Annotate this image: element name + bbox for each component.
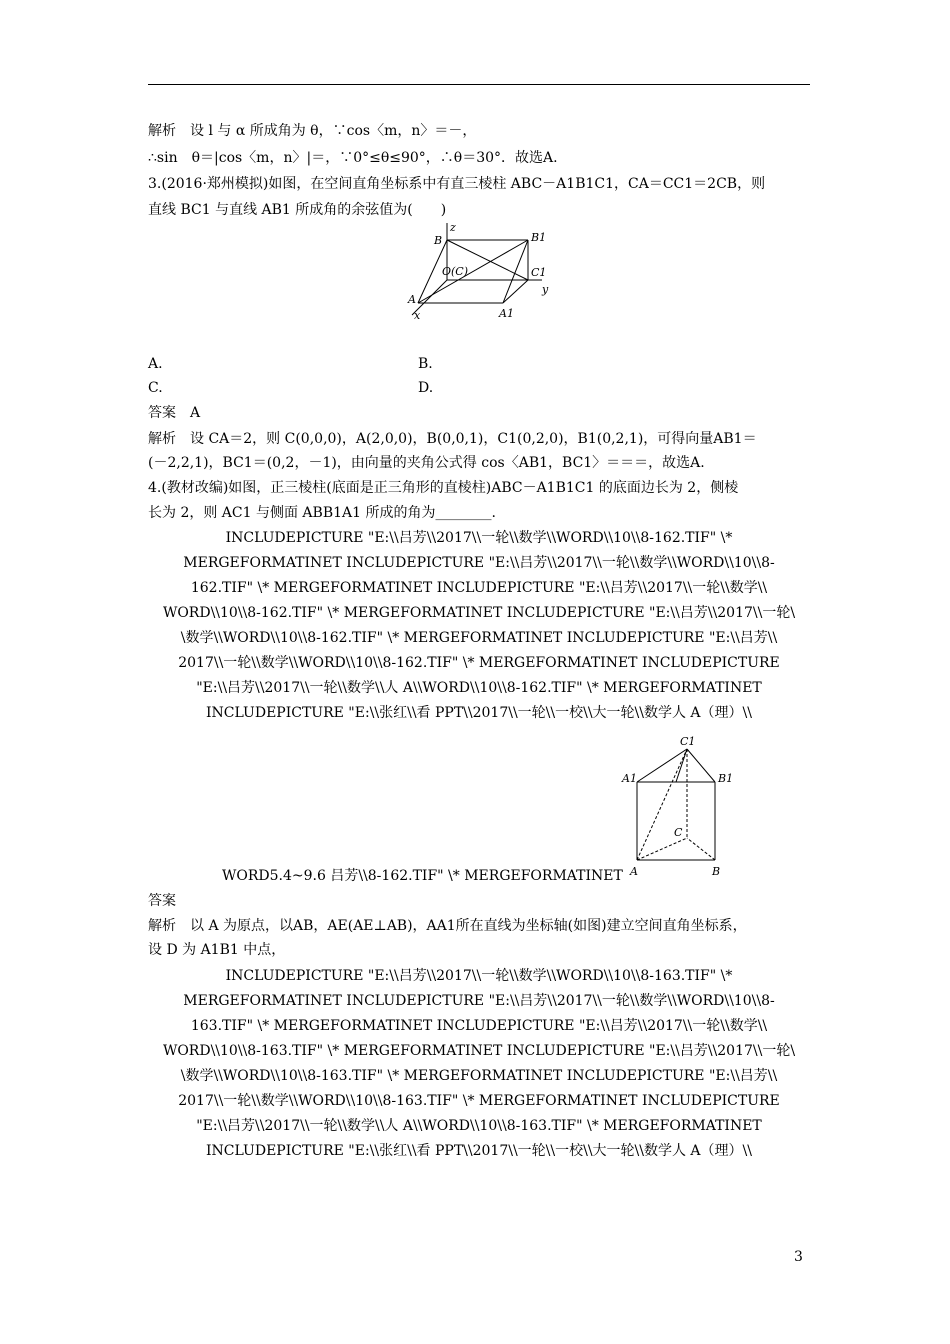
- option-a: A.: [148, 356, 163, 372]
- solution-3-line: 解析 设 CA＝2，则 C(0,0,0)，A(2,0,0)，B(0,0,1)，C1(0,2,0)，B1(0,2,1)，可得向量AB1＝: [148, 431, 757, 447]
- field-code-line: \数学\\WORD\\10\\8-163.TIF" \* MERGEFORMATINET INCLUDEPICTURE "E:\\吕芳\\: [180, 1068, 778, 1084]
- label-O: O(C): [442, 265, 469, 278]
- label-B1: B1: [718, 772, 734, 785]
- edge-BC: [687, 838, 715, 860]
- label-C1: C1: [531, 266, 547, 279]
- field-code-line: MERGEFORMATINET INCLUDEPICTURE "E:\\吕芳\\2017\\一轮\\数学\\WORD\\10\\8-: [183, 993, 775, 1009]
- field-code-line: 2017\\一轮\\数学\\WORD\\10\\8-162.TIF" \* MERGEFORMATINET INCLUDEPICTURE: [178, 655, 780, 671]
- field-code-line: MERGEFORMATINET INCLUDEPICTURE "E:\\吕芳\\2017\\一轮\\数学\\WORD\\10\\8-: [183, 555, 775, 571]
- label-A1: A1: [622, 772, 637, 785]
- field-code-line: 162.TIF" \* MERGEFORMATINET INCLUDEPICTURE "E:\\吕芳\\2017\\一轮\\数学\\: [190, 580, 768, 596]
- field-code-line: WORD\\10\\8-163.TIF" \* MERGEFORMATINET INCLUDEPICTURE "E:\\吕芳\\2017\\一轮\: [162, 1043, 796, 1059]
- field-code-line: WORD\\10\\8-162.TIF" \* MERGEFORMATINET INCLUDEPICTURE "E:\\吕芳\\2017\\一轮\: [162, 605, 796, 621]
- segment-DC1: [676, 749, 687, 782]
- edge-B1A1: [503, 240, 528, 303]
- label-C: C: [674, 826, 683, 839]
- label-y: y: [542, 283, 549, 296]
- edge-B1C1: [687, 749, 715, 782]
- field-code-line: 163.TIF" \* MERGEFORMATINET INCLUDEPICTURE "E:\\吕芳\\2017\\一轮\\数学\\: [190, 1018, 768, 1034]
- field-code-line: INCLUDEPICTURE "E:\\吕芳\\2017\\一轮\\数学\\WORD\\10\\8-162.TIF" \*: [225, 530, 733, 546]
- label-x: x: [414, 309, 421, 322]
- field-code-line: "E:\\吕芳\\2017\\一轮\\数学\\人 A\\WORD\\10\\8-162.TIF" \* MERGEFORMATINET: [196, 680, 762, 696]
- field-code-line: INCLUDEPICTURE "E:\\张红\\看 PPT\\2017\\一轮\\一校\\大一轮\\数学人 A（理）\\: [206, 705, 752, 721]
- prism-figure-4: [620, 732, 735, 880]
- solution-4-line: 解析 以 A 为原点，以AB，AE(AE⊥AB)，AA1所在直线为坐标轴(如图)建立空间直角坐标系，: [148, 918, 747, 934]
- solution-4-line: 设 D 为 A1B1 中点，: [148, 942, 286, 958]
- solution-3-line: (－2,2,1)，BC1＝(0,2，－1)，由向量的夹角公式得 cos〈AB1，BC1〉＝＝＝，故选A.: [148, 455, 705, 471]
- question-3-line: 直线 BC1 与直线 AB1 所成角的余弦值为( ): [148, 202, 447, 218]
- label-z: z: [450, 221, 456, 234]
- header-rule: [148, 84, 810, 85]
- edge-A1C1: [503, 280, 528, 303]
- option-c: C.: [148, 380, 163, 396]
- edge-AC: [637, 838, 687, 860]
- answer-3: 答案 A: [148, 405, 201, 421]
- field-code-line: \数学\\WORD\\10\\8-162.TIF" \* MERGEFORMATINET INCLUDEPICTURE "E:\\吕芳\\: [180, 630, 778, 646]
- question-4-line: 长为 2，则 AC1 与侧面 ABB1A1 所成的角为________.: [148, 505, 496, 521]
- option-d: D.: [418, 380, 434, 396]
- question-4-line: 4.(教材改编)如图，正三棱柱(底面是正三角形的直棱柱)ABC－A1B1C1 的底面边长为 2，侧棱: [148, 480, 739, 496]
- field-code-line: "E:\\吕芳\\2017\\一轮\\数学\\人 A\\WORD\\10\\8-163.TIF" \* MERGEFORMATINET: [196, 1118, 762, 1134]
- label-B: B: [434, 234, 443, 247]
- label-B1: B1: [531, 231, 547, 244]
- prism-figure-3: [400, 220, 560, 325]
- field-code-line: INCLUDEPICTURE "E:\\吕芳\\2017\\一轮\\数学\\WORD\\10\\8-163.TIF" \*: [225, 968, 733, 984]
- label-C1: C1: [680, 735, 696, 748]
- question-3-line: 3.(2016·郑州模拟)如图，在空间直角坐标系中有直三棱柱 ABC－A1B1C1，CA＝CC1＝2CB，则: [148, 176, 766, 192]
- solution-line: ∴sin θ＝|cos〈m，n〉|＝，∵0°≤θ≤90°，∴θ＝30°．故选A.: [148, 150, 558, 166]
- label-A: A: [408, 293, 416, 306]
- option-b: B.: [418, 356, 433, 372]
- label-A1: A1: [499, 307, 514, 320]
- answer-4: 答案: [148, 893, 176, 909]
- field-code-line: INCLUDEPICTURE "E:\\张红\\看 PPT\\2017\\一轮\\一校\\大一轮\\数学人 A（理）\\: [206, 1143, 752, 1159]
- edge-A1C1: [637, 749, 687, 782]
- field-code-line: WORD5.4~9.6 吕芳\\8-162.TIF" \* MERGEFORMATINET: [222, 868, 623, 884]
- label-B: B: [712, 865, 721, 878]
- label-A: A: [630, 865, 638, 878]
- field-code-line: 2017\\一轮\\数学\\WORD\\10\\8-163.TIF" \* MERGEFORMATINET INCLUDEPICTURE: [178, 1093, 780, 1109]
- page-number: 3: [794, 1249, 803, 1265]
- solution-line: 解析 设 l 与 α 所成角为 θ，∵cos〈m，n〉＝－，: [148, 123, 477, 139]
